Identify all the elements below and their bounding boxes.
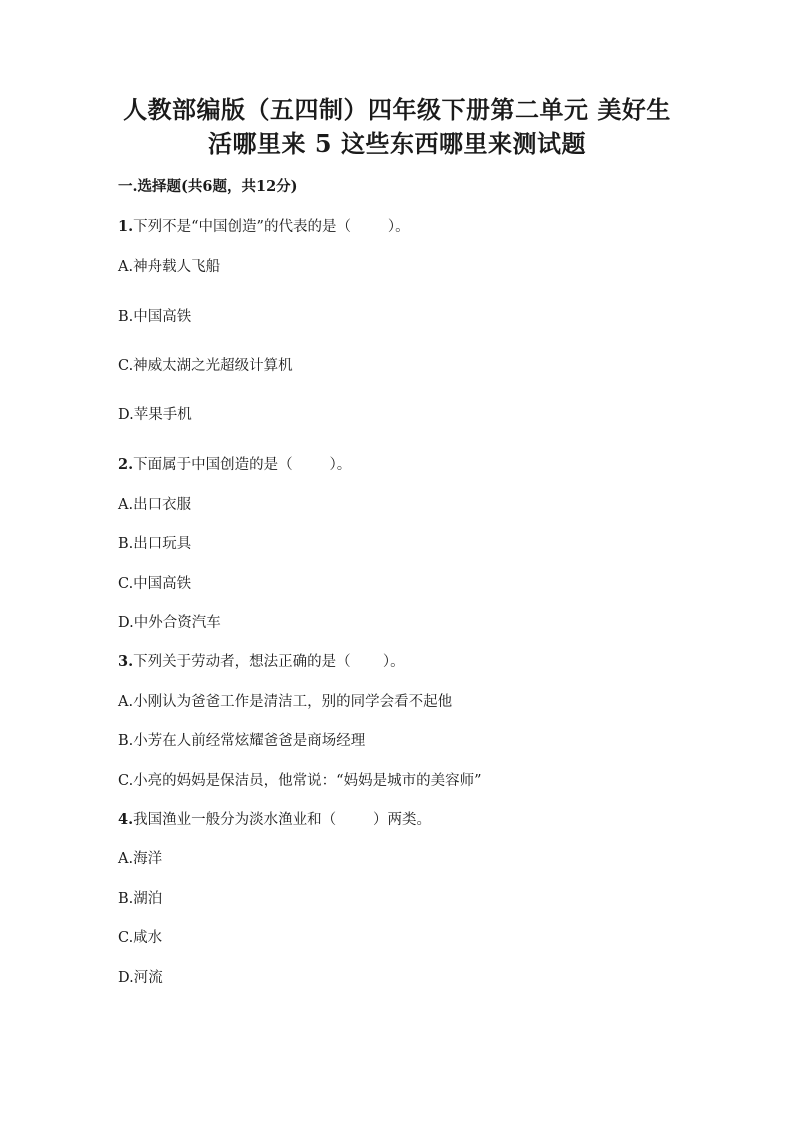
question-number: 4. bbox=[118, 811, 134, 828]
option-d: D.苹果手机 bbox=[118, 407, 192, 423]
question-stem bbox=[118, 456, 351, 474]
option-a: A.出口衣服 bbox=[118, 497, 192, 513]
question-stem bbox=[118, 218, 410, 236]
option-c: C.神威太湖之光超级计算机 bbox=[118, 358, 293, 374]
option-d: D.河流 bbox=[118, 970, 163, 986]
option-c: C.咸水 bbox=[118, 930, 163, 946]
question-text: 我国渔业一般分为淡水渔业和（ ）两类。 bbox=[133, 812, 432, 828]
question-number: 3. bbox=[118, 653, 134, 670]
option-b: B.湖泊 bbox=[118, 891, 163, 907]
option-a: A.海洋 bbox=[118, 851, 163, 867]
option-c: C.中国高铁 bbox=[118, 576, 192, 592]
question-stem bbox=[118, 653, 405, 671]
option-a: A.小刚认为爸爸工作是清洁工，别的同学会看不起他 bbox=[118, 694, 453, 710]
option-b: B.出口玩具 bbox=[118, 536, 192, 552]
question-text: 下面属于中国创造的是（ ）。 bbox=[133, 457, 352, 473]
option-d: D.中外合资汽车 bbox=[118, 615, 221, 631]
title-line-2: 活哪里来 5 这些东西哪里来测试题 bbox=[208, 129, 586, 158]
option-c: C.小亮的妈妈是保洁员，他常说：“妈妈是城市的美容师” bbox=[118, 773, 482, 789]
question-number: 1. bbox=[118, 218, 134, 235]
question-text: 下列不是“中国创造”的代表的是（ ）。 bbox=[133, 219, 410, 235]
section-heading: 一.选择题(共6题，共12分) bbox=[118, 178, 298, 195]
question-number: 2. bbox=[118, 456, 134, 473]
question-stem bbox=[118, 811, 431, 829]
option-b: B.中国高铁 bbox=[118, 309, 192, 325]
title-line-1: 人教部编版（五四制）四年级下册第二单元 美好生 bbox=[123, 95, 671, 124]
option-a: A.神舟载人飞船 bbox=[118, 259, 221, 275]
option-b: B.小芳在人前经常炫耀爸爸是商场经理 bbox=[118, 733, 366, 749]
question-text: 下列关于劳动者，想法正确的是（ ）。 bbox=[133, 654, 405, 670]
